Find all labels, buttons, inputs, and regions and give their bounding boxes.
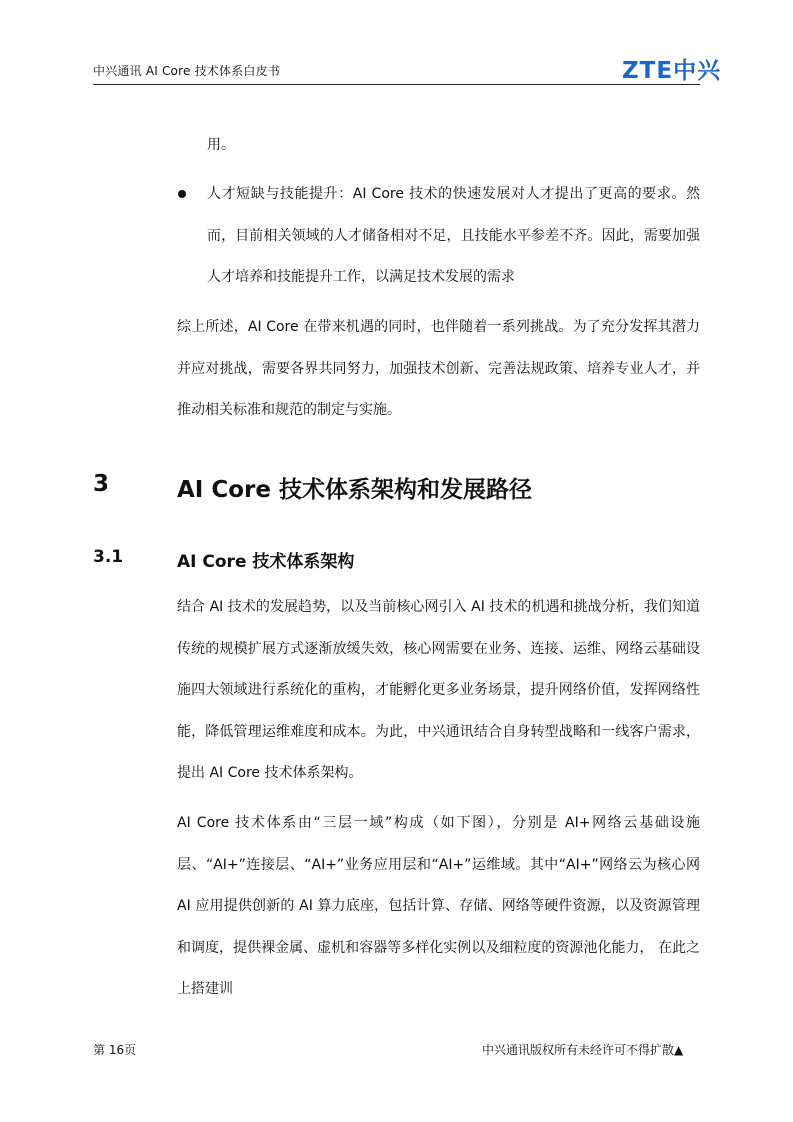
bullet-dot-icon [178, 190, 186, 198]
subsection-title: AI Core 技术体系架构 [177, 552, 355, 572]
copyright-notice: 中兴通讯版权所有未经许可不得扩散▲ [482, 1043, 684, 1057]
subsection-number: 3.1 [93, 547, 124, 567]
body-paragraph-1: 结合 AI 技术的发展趋势，以及当前核心网引入 AI 技术的机遇和挑战分析，我们知道传统的规模扩展方式逐渐放缓失效，核心网需要在业务、连接、运维、网络云基础设施四大领域进行系统化的重构，才能孵化更多业务场景，提升网络价值，发挥网络性能，降低管理运维难度和成本。为此，中兴通讯结合自身转型战略和一线客户需求，提出 AI Core 技术体系架构。 [177, 599, 700, 781]
body-paragraph-2: AI Core 技术体系由“三层一域”构成（如下图），分别是 AI+网络云基础设施层、“AI+”连接层、“AI+”业务应用层和“AI+”运维域。其中“AI+”网络云为核心网 AI 应用提供创新的 AI 算力底座，包括计算、存储、网络等硬件资源，以及资源管理和调度，提供裸金属、虚机和容器等多样化实例以及细粒度的资源池化能力， 在此之上搭建训 [177, 815, 700, 997]
summary-paragraph: 综上所述，AI Core 在带来机遇的同时，也伴随着一系列挑战。为了充分发挥其潜力并应对挑战，需要各界共同努力，加强技术创新、完善法规政策、培养专业人才，并推动相关标准和规范的制定与实施。 [177, 319, 700, 418]
continuation-line: 用。 [207, 137, 235, 153]
header-title: 中兴通讯 AI Core 技术体系白皮书 [93, 64, 280, 78]
header-divider [93, 84, 700, 85]
section-title: AI Core 技术体系架构和发展路径 [177, 477, 532, 503]
bullet-paragraph: 人才短缺与技能提升：AI Core 技术的快速发展对人才提出了更高的要求。然而，目前相关领域的人才储备相对不足，且技能水平参差不齐。因此，需要加强人才培养和技能提升工作，以满足技术发展的需求 [207, 186, 700, 285]
section-number: 3 [93, 471, 110, 497]
page-number: 第 16页 [93, 1043, 137, 1057]
zte-logo: ZTE中兴 [622, 58, 722, 84]
